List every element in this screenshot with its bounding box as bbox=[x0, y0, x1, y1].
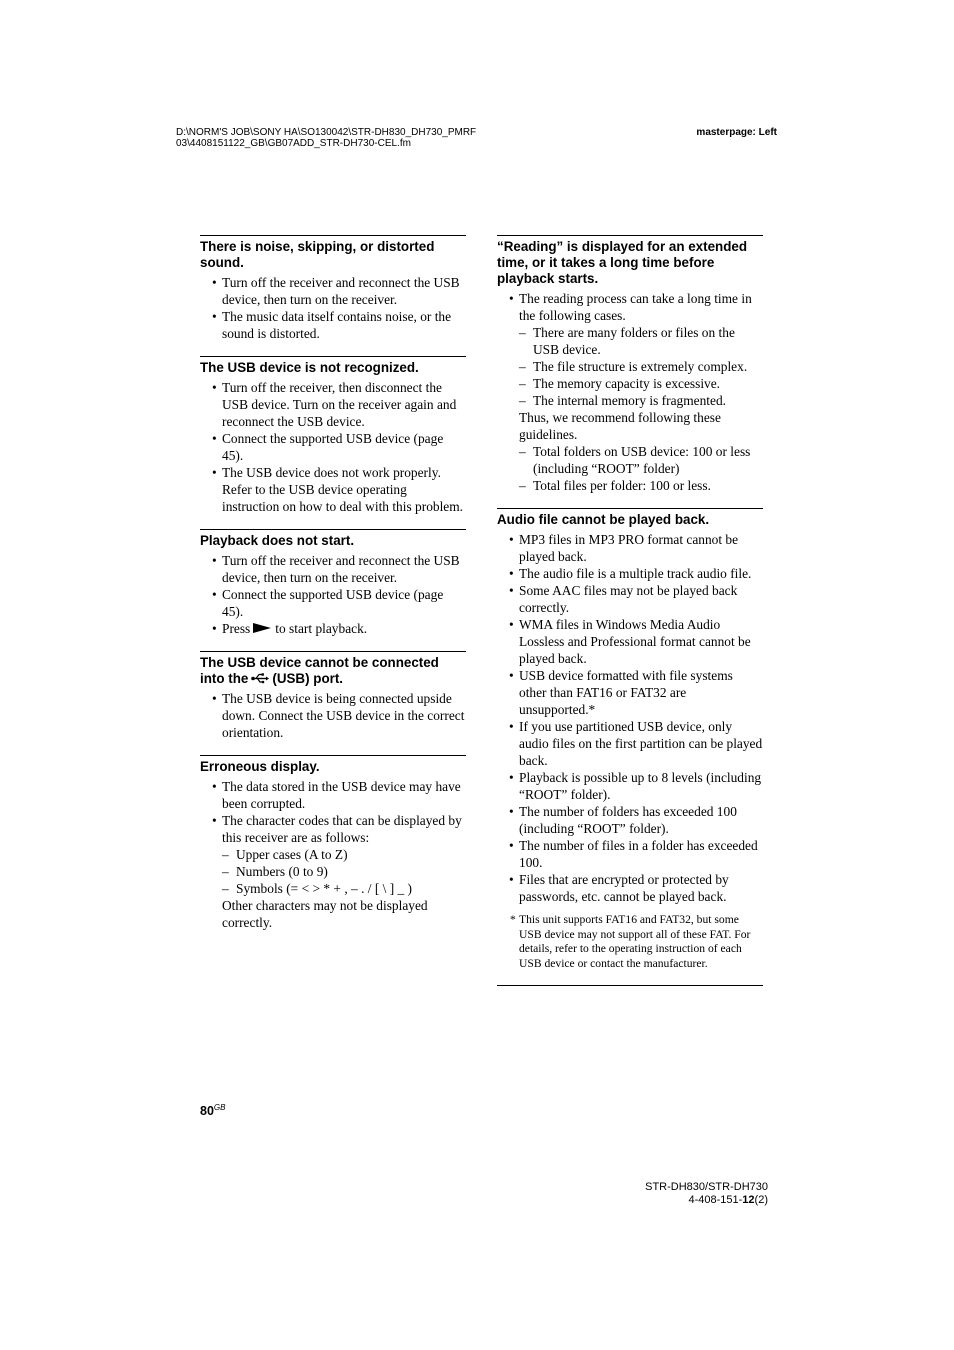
list-item: • The reading process can take a long time in the following cases. – There are many folders or files on the USB device. – The file structure is extremely complex. – The memory capacity is excessive. – The internal memory is fragmented. Thus, we recommend following these guidelines. – Total folders on USB device: 100 or less (including “ROOT” folder) – Total files per folder: 100 or less. bbox=[497, 290, 763, 494]
list-item: • The number of files in a folder has exceeded 100. bbox=[509, 838, 758, 870]
section-noise-skipping bbox=[200, 235, 466, 342]
model-info bbox=[645, 1181, 768, 1206]
section-title: There is noise, skipping, or distorted sound. bbox=[200, 239, 435, 270]
section-playback-not-start bbox=[200, 529, 466, 637]
list-item: • WMA files in Windows Media Audio Lossless and Professional format cannot be played back. bbox=[509, 617, 751, 666]
section-usb-not-recognized bbox=[200, 356, 466, 515]
play-icon bbox=[252, 622, 272, 634]
list-item: • Some AAC files may not be played back correctly. bbox=[509, 583, 738, 615]
sub-item: – The file structure is extremely complex. bbox=[519, 359, 748, 374]
sub-item: – There are many folders or files on the USB device. bbox=[519, 325, 735, 357]
section-title: The USB device is not recognized. bbox=[200, 360, 419, 375]
list-item: • The music data itself contains noise, or the sound is distorted. bbox=[212, 309, 452, 341]
sub-item: – Numbers (0 to 9) bbox=[222, 864, 328, 879]
document-code: 4-408-151-12(2) bbox=[688, 1193, 768, 1206]
usb-icon bbox=[251, 673, 269, 684]
left-column bbox=[200, 235, 466, 945]
list-item: • Turn off the receiver and reconnect the USB device, then turn on the receiver. bbox=[212, 553, 460, 585]
section-title: Erroneous display. bbox=[200, 759, 320, 774]
list-item: • If you use partitioned USB device, only audio files on the first partition can be played back. bbox=[509, 719, 763, 768]
list-item: • Press to start playback. bbox=[212, 621, 368, 636]
page-suffix: GB bbox=[213, 1103, 226, 1112]
sub-item: – The internal memory is fragmented. bbox=[519, 393, 726, 408]
footnote bbox=[497, 913, 763, 971]
list-item: • The character codes that can be displayed by this receiver are as follows: – Upper cases (A to Z) – Numbers (0 to 9) – Symbols (= < > * + , – . / [ \ ] _ ) Other characters may not be displayed correctly. bbox=[200, 812, 466, 931]
sub-item: – Total files per folder: 100 or less. bbox=[519, 478, 711, 493]
note-text: Other characters may not be displayed correctly. bbox=[222, 898, 428, 930]
list-item: • Connect the supported USB device (page 45). bbox=[212, 587, 444, 619]
divider bbox=[497, 985, 763, 986]
file-path-line-1: D:\NORM'S JOB\SONY HA\SO130042\STR-DH830_DH730_PMRF bbox=[176, 127, 477, 138]
list-item: • Turn off the receiver and reconnect the USB device, then turn on the receiver. bbox=[212, 275, 460, 307]
footnote-mark: * bbox=[510, 913, 516, 926]
section-reading-displayed bbox=[497, 235, 763, 494]
section-audio-file-cannot-play bbox=[497, 508, 763, 986]
section-erroneous-display bbox=[200, 755, 466, 931]
list-item: • Connect the supported USB device (page 45). bbox=[212, 431, 444, 463]
file-path-line-2: 03\4408151122_GB\GB07ADD_STR-DH730-CEL.fm bbox=[176, 138, 411, 149]
list-item: • MP3 files in MP3 PRO format cannot be played back. bbox=[509, 532, 739, 564]
list-item: • The USB device does not work properly. Refer to the USB device operating instruction on how to deal with this problem. bbox=[212, 465, 464, 514]
list-item: • Playback is possible up to 8 levels (including “ROOT” folder). bbox=[509, 770, 762, 802]
section-usb-cannot-connect bbox=[200, 651, 466, 741]
sub-item: – Symbols (= < > * + , – . / [ \ ] _ ) bbox=[222, 881, 413, 896]
list-item: • Files that are encrypted or protected by passwords, etc. cannot be played back. bbox=[509, 872, 729, 904]
list-item: • USB device formatted with file systems other than FAT16 or FAT32 are unsupported.* bbox=[509, 668, 733, 717]
list-item: • Turn off the receiver, then disconnect the USB device. Turn on the receiver again and reconnect the USB device. bbox=[212, 380, 457, 429]
sub-item: – Upper cases (A to Z) bbox=[222, 847, 348, 862]
section-title: Audio file cannot be played back. bbox=[497, 512, 710, 527]
section-title: The USB device cannot be connected into the (USB) port. bbox=[200, 655, 439, 686]
footnote-text: This unit supports FAT16 and FAT32, but some USB device may not support all of these FAT. For details, refer to the operating instruction of each USB device or contact the manufacturer. bbox=[519, 913, 751, 970]
section-title: “Reading” is displayed for an extended time, or it takes a long time before playback starts. bbox=[497, 239, 748, 286]
page-number: $80^{GB}$ bbox=[200, 1103, 226, 1118]
model-name: STR-DH830/STR-DH730 bbox=[645, 1181, 768, 1193]
list-item: • The audio file is a multiple track audio file. bbox=[509, 566, 752, 581]
masterpage-label: masterpage: Left bbox=[696, 127, 777, 138]
section-title: Playback does not start. bbox=[200, 533, 355, 548]
list-item: • The USB device is being connected upside down. Connect the USB device in the correct orientation. bbox=[212, 691, 465, 740]
right-column bbox=[497, 235, 763, 1000]
file-path-header bbox=[176, 127, 476, 149]
sub-item: – The memory capacity is excessive. bbox=[519, 376, 721, 391]
list-item: • The number of folders has exceeded 100 (including “ROOT” folder). bbox=[509, 804, 737, 836]
list-item: • The data stored in the USB device may have been corrupted. bbox=[212, 779, 461, 811]
note-text: Thus, we recommend following these guidelines. bbox=[519, 410, 721, 442]
sub-item: – Total folders on USB device: 100 or less (including “ROOT” folder) bbox=[519, 444, 751, 476]
